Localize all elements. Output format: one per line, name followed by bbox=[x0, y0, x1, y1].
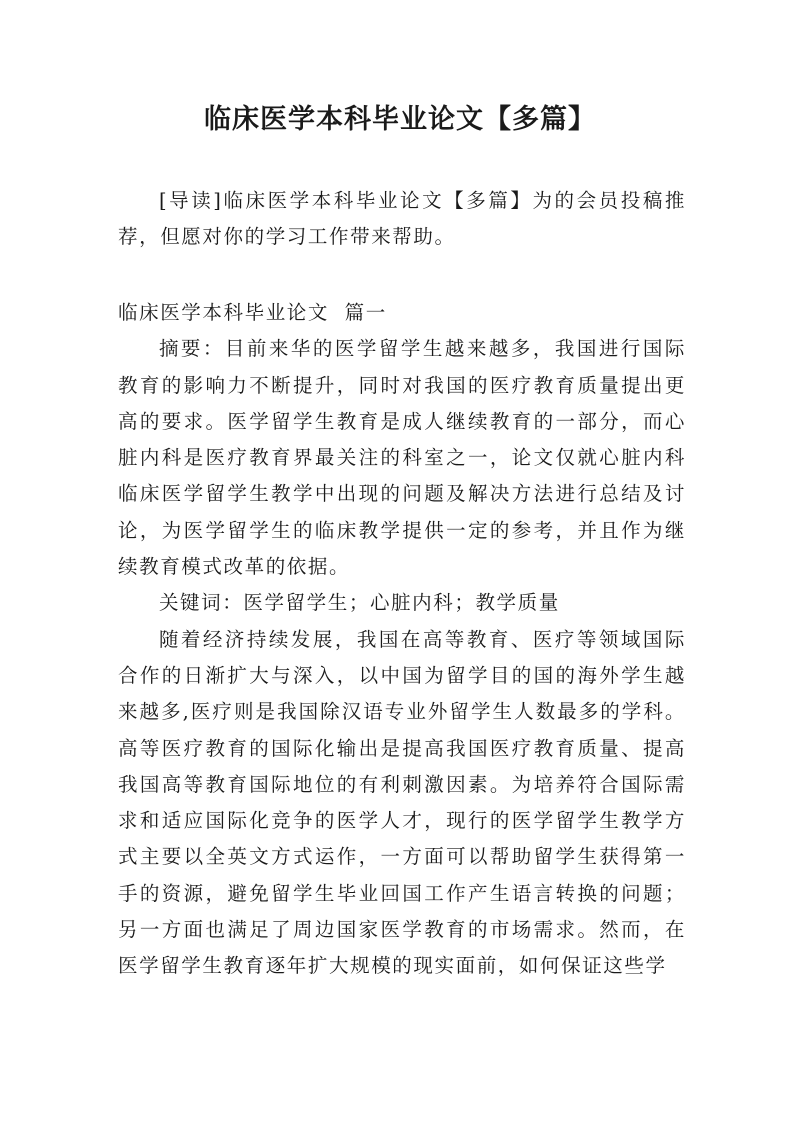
keywords-paragraph: 关键词：医学留学生；心脏内科；教学质量 bbox=[158, 591, 560, 615]
document-title: 临床医学本科毕业论文【多篇】 bbox=[204, 104, 596, 135]
intro-paragraph: [导读]临床医学本科毕业论文【多篇】为的会员投稿推荐，但愿对你的学习工作带来帮助。 bbox=[118, 189, 686, 249]
abstract-paragraph: 摘要：目前来华的医学留学生越来越多，我国进行国际教育的影响力不断提升，同时对我国的医疗教育质量提出更高的要求。医学留学生教育是成人继续教育的一部分，而心脏内科是医疗教育界最关注的科室之一，论文仅就心脏内科临床医学留学生教学中出现的问题及解决方法进行总结及讨论，为医学留学生的临床教学提供一定的参考，并且作为继续教育模式改革的依据。 bbox=[118, 337, 686, 579]
body-paragraph: 随着经济持续发展，我国在高等教育、医疗等领域国际合作的日渐扩大与深入，以中国为留学目的国的海外学生越来越多,医疗则是我国除汉语专业外留学生人数最多的学科。高等医疗教育的国际化输出是提高我国医疗教育质量、提高我国高等教育国际地位的有利刺激因素。为培养符合国际需求和适应国际化竞争的医学人才，现行的医学留学生教学方式主要以全英文方式运作，一方面可以帮助留学生获得第一手的资源，避免留学生毕业回国工作产生语言转换的问题；另一方面也满足了周边国家医学教育的市场需求。然而，在医学留学生教育逐年扩大规模的现实面前，如何保证这些学 bbox=[118, 627, 686, 978]
section-heading: 临床医学本科毕业论文 篇一 bbox=[118, 301, 387, 324]
section-one bbox=[118, 295, 686, 985]
